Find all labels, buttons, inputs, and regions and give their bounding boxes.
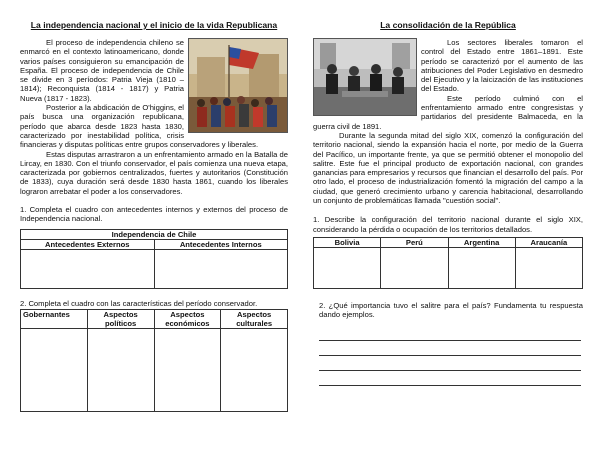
conservative-period-table xyxy=(20,309,288,412)
col-peru: Perú xyxy=(381,237,448,247)
answer-line[interactable] xyxy=(319,371,581,386)
col-bolivia: Bolivia xyxy=(314,237,381,247)
right-paragraph-3: Durante la segunda mitad del siglo XIX, comenzó la configuración del territorio nacional, siendo la expansión hacia el norte, por medio de la Guerra del Pacífico, un importante frente, ya que se permitió obtener el monopolio del salitre. Este fue el principal producto de exportación nacional, con grandes ganancias para empresarios y recursos que financian el desarrollo del país. Por otro lado, el proceso de industrialización fomentó la migración del campo a la ciudad, que generó crecimiento urbano y carencia habitacional, desarrollando un conjunto de problemáticas llamada "cuestión social". xyxy=(313,130,583,206)
cell-culturales[interactable] xyxy=(221,328,288,411)
cell-politicos[interactable] xyxy=(87,328,154,411)
answer-lines[interactable] xyxy=(319,326,581,386)
left-paragraph-2: Posterior a la abdicación de O'higgins, el país busca una organización republicana, período que abarca desde 1823 hasta 1830, caracterizado por inestabilidad política, crisis financieras y disputas políticas entre grupos conservadores y liberales. xyxy=(20,103,259,150)
cell-peru[interactable] xyxy=(381,247,448,288)
right-column xyxy=(313,0,583,386)
answer-line[interactable] xyxy=(319,356,581,371)
right-paragraph-2: Este período culminó con el enfrentamiento armado entre congresistas y partidarios del presidente Balmaceda, en la guerra civil de 1891. xyxy=(313,93,583,131)
left-column xyxy=(20,0,288,412)
answer-line[interactable] xyxy=(319,326,581,341)
right-question-2: 2. ¿Qué importancia tuvo el salitre para el país? Fundamenta tu respuesta dando ejemplos. xyxy=(319,300,583,320)
col-aspectos-politicos: Aspectos políticos xyxy=(87,309,154,328)
col-aspectos-culturales: Aspectos culturales xyxy=(221,309,288,328)
col-argentina: Argentina xyxy=(448,237,515,247)
cell-argentina[interactable] xyxy=(448,247,515,288)
independence-table xyxy=(20,229,288,289)
cell-gobernantes[interactable] xyxy=(21,328,88,411)
external-antecedents-header: Antecedentes Externos xyxy=(21,239,155,249)
independence-table-header: Independencia de Chile xyxy=(21,229,288,239)
right-paragraph-1: Los sectores liberales tomaron el control del Estado entre 1861–1891. Este período se caracterizó por el aumento de las atribuciones del Poder Legislativo en desmedro del Ejecutivo y la laicización de las instituciones del Estado. xyxy=(421,38,583,94)
left-paragraph-3: Estas disputas arrastraron a un enfrentamiento armado en la Batalla de Lircay, en 1830. Con el triunfo conservador, el país comienza una nueva etapa, caracterizada por gobiernos centralizados, fuertes y autoritarios (Constitución de 1833), cuya duración será desde 1830 hasta 1861, cuando los liberales lograron arrebatar el poder a los conservadores. xyxy=(20,149,288,196)
col-gobernantes: Gobernantes xyxy=(21,309,88,328)
right-question-1: 1. Describe la configuración del territorio nacional durante el siglo XIX, considerando la pérdida o ocupación de los territorios detallados. xyxy=(313,215,583,234)
cell-bolivia[interactable] xyxy=(314,247,381,288)
left-question-1: 1. Completa el cuadro con antecedentes internos y externos del proceso de Independencia nacional. xyxy=(20,205,288,224)
internal-antecedents-header: Antecedentes Internos xyxy=(154,239,288,249)
territory-table xyxy=(313,237,583,289)
col-aspectos-economicos: Aspectos económicos xyxy=(154,309,221,328)
independence-painting xyxy=(188,38,288,133)
left-title: La independencia nacional y el inicio de la vida Republicana xyxy=(30,20,278,30)
left-paragraph-1: El proceso de independencia chileno se enmarcó en el contexto latinoamericano, donde varios países consiguieron su emancipación de España. El proceso de independencia de Chile se divide en 3 períodos: Patria Vieja (1810 – 1814); Reconquista (1814 - 1817) y Patria Nueva (1817 - 1823). xyxy=(20,38,184,103)
internal-antecedents-cell[interactable] xyxy=(154,249,288,288)
right-title: La consolidación de la República xyxy=(380,20,516,30)
cell-araucania[interactable] xyxy=(515,247,582,288)
cell-economicos[interactable] xyxy=(154,328,221,411)
external-antecedents-cell[interactable] xyxy=(21,249,155,288)
congress-photo xyxy=(313,38,417,116)
left-question-2: 2. Completa el cuadro con las características del período conservador. xyxy=(20,298,258,308)
col-araucania: Araucanía xyxy=(515,237,582,247)
answer-line[interactable] xyxy=(319,341,581,356)
